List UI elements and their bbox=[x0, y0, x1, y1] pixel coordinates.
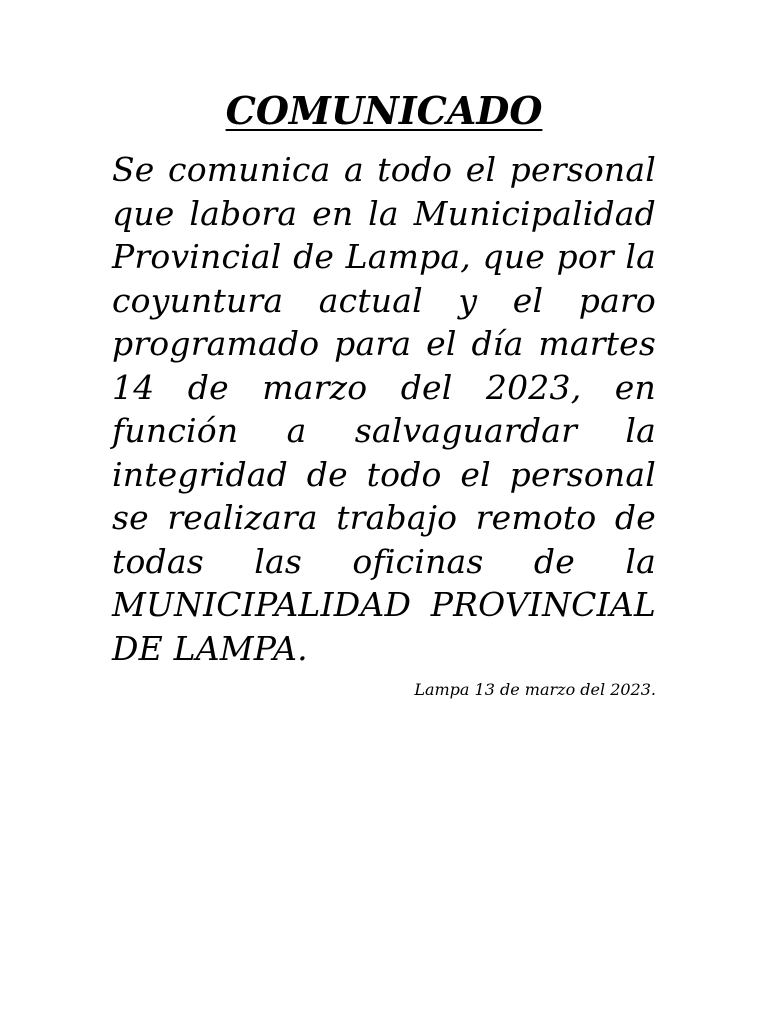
document-title bbox=[0, 86, 768, 136]
document-date: Lampa 13 de marzo del 2023. bbox=[414, 680, 656, 699]
document-title-text: COMUNICADO bbox=[225, 88, 543, 133]
document-body: Se comunica a todo el personal que labora en la Municipalidad Provincial de Lampa, que por la coyuntura actual y el paro programado para el día martes 14 de marzo del 2023, en función a salvaguardar la integridad de todo el personal se realizara trabajo remoto de todas las oficinas de la MUNICIPALIDAD PROVINCIAL DE LAMPA. bbox=[112, 150, 656, 668]
